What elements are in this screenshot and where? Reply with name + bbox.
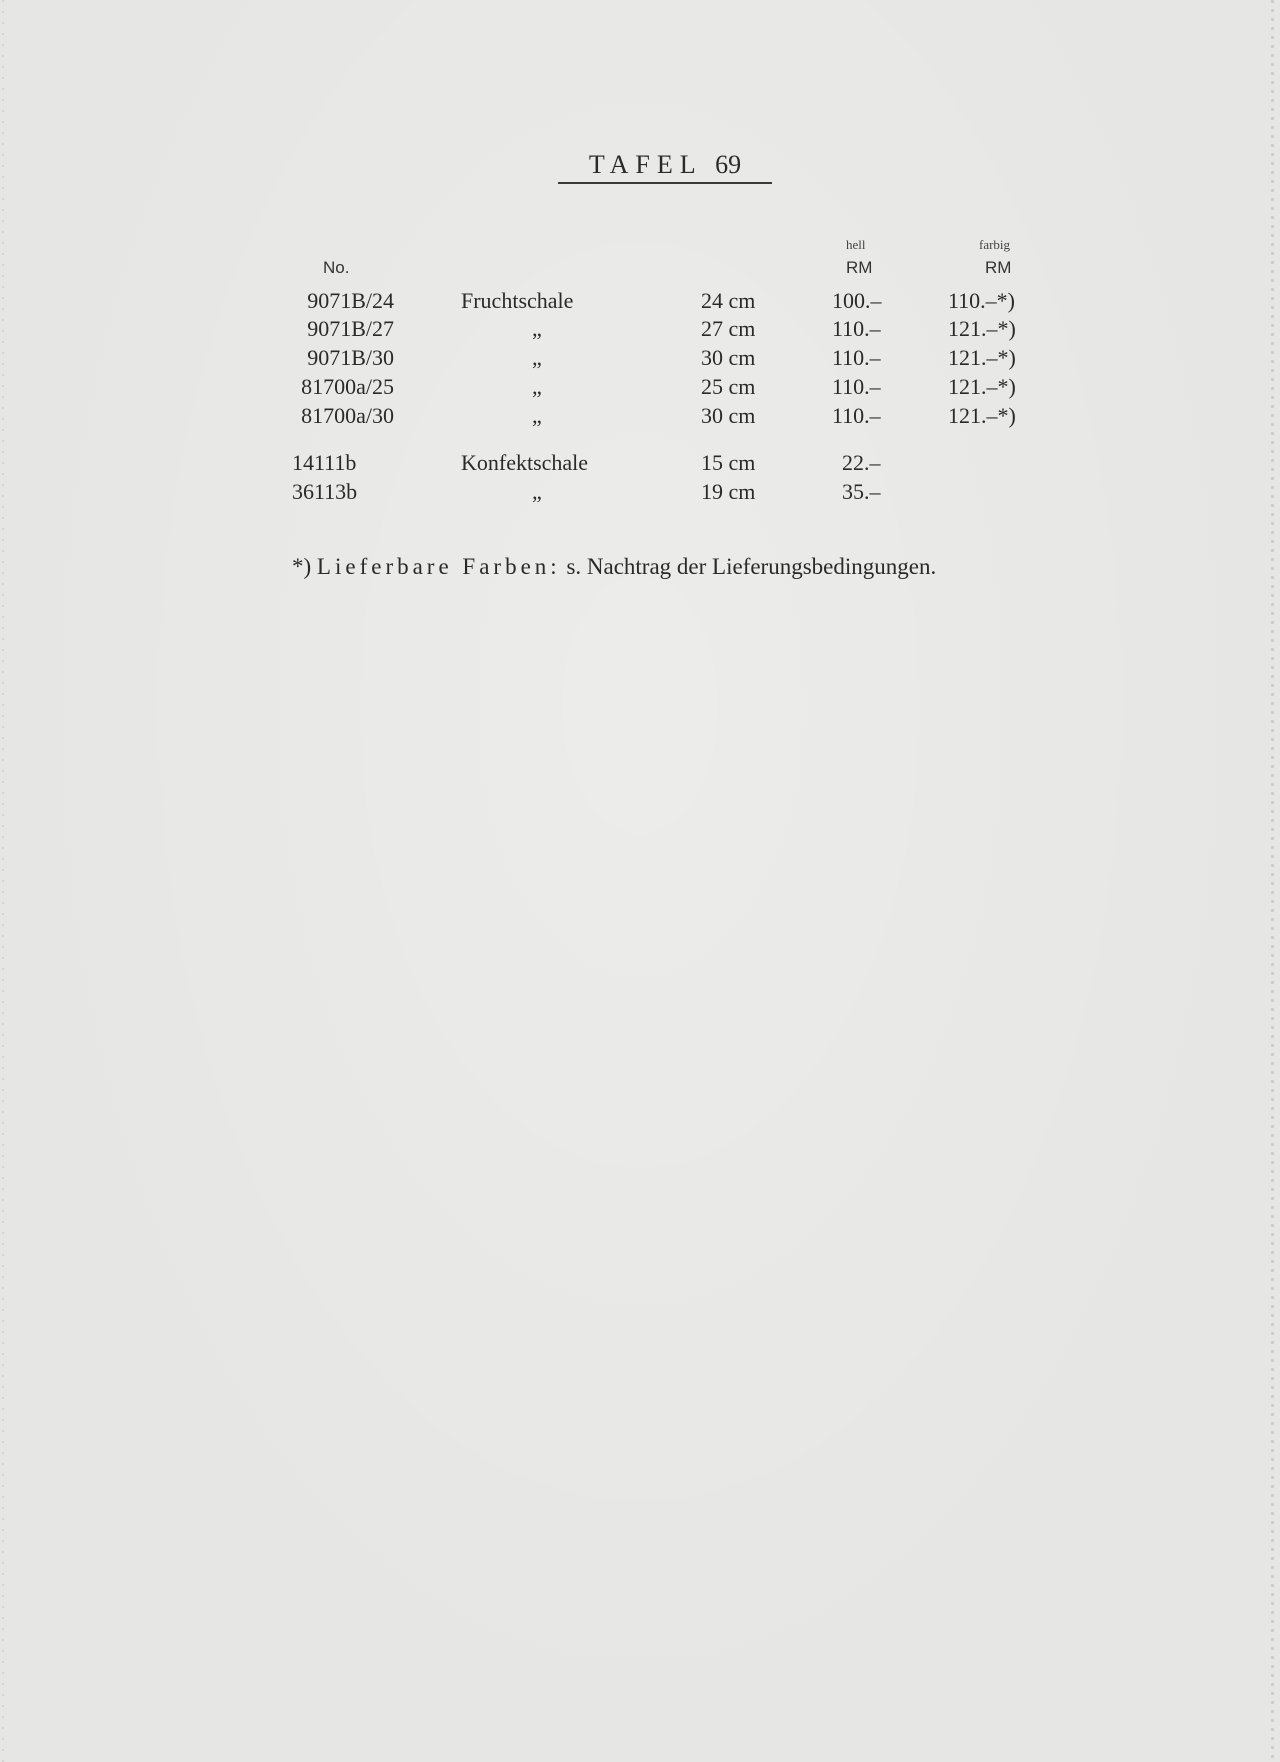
cell-no: 9071B/24 (307, 288, 394, 313)
page-title (558, 150, 772, 184)
footnote-text: s. Nachtrag der Lieferungsbedingungen. (566, 554, 937, 579)
table-row (0, 374, 1280, 402)
title-label: TAFEL (588, 150, 702, 179)
page-edge-left (2, 0, 4, 1762)
cell-farbig: 110.–*) (948, 288, 1016, 313)
footnote (292, 554, 936, 580)
cell-desc: „ (532, 374, 542, 399)
cell-desc: „ (532, 316, 542, 341)
cell-no: 36113b (292, 479, 358, 504)
cell-no: 9071B/27 (307, 316, 394, 341)
header-farbig-small: farbig (979, 237, 1011, 252)
table-row (0, 316, 1280, 344)
cell-farbig: 121.–*) (948, 403, 1016, 428)
cell-hell: 22.– (842, 450, 881, 475)
page-edge-right (1271, 0, 1274, 1762)
cell-size: 24 cm (701, 288, 756, 313)
cell-no: 14111b (292, 450, 357, 475)
header-no: No. (323, 258, 350, 277)
footnote-marker: *) (292, 554, 312, 579)
cell-hell: 110.– (832, 403, 881, 428)
cell-desc: Fruchtschale (461, 288, 574, 313)
cell-hell: 110.– (832, 345, 881, 370)
cell-desc: „ (532, 479, 542, 504)
cell-hell: 110.– (832, 316, 881, 341)
cell-hell: 110.– (832, 374, 881, 399)
cell-desc: Konfektschale (461, 450, 589, 475)
cell-farbig: 121.–*) (948, 374, 1016, 399)
cell-size: 27 cm (701, 316, 756, 341)
table-row (0, 345, 1280, 373)
cell-desc: „ (532, 403, 542, 428)
cell-hell: 35.– (842, 479, 881, 504)
cell-no: 81700a/25 (301, 374, 394, 399)
title-number: 69 (715, 150, 742, 179)
cell-size: 25 cm (701, 374, 756, 399)
cell-farbig: 121.–*) (948, 345, 1016, 370)
cell-hell: 100.– (832, 288, 882, 313)
table-row (0, 450, 1280, 478)
header-hell-small: hell (846, 237, 866, 252)
cell-no: 81700a/30 (301, 403, 394, 428)
cell-farbig: 121.–*) (948, 316, 1016, 341)
table-row (0, 403, 1280, 431)
table-row (0, 479, 1280, 507)
cell-no: 9071B/30 (307, 345, 394, 370)
cell-size: 15 cm (701, 450, 756, 475)
cell-size: 30 cm (701, 403, 756, 428)
cell-size: 30 cm (701, 345, 756, 370)
header-hell-unit: RM (846, 258, 873, 277)
table-row (0, 288, 1280, 316)
footnote-spaced-text: Lieferbare Farben: (316, 554, 561, 579)
cell-size: 19 cm (701, 479, 756, 504)
cell-desc: „ (532, 345, 542, 370)
header-farbig-unit: RM (985, 258, 1012, 277)
